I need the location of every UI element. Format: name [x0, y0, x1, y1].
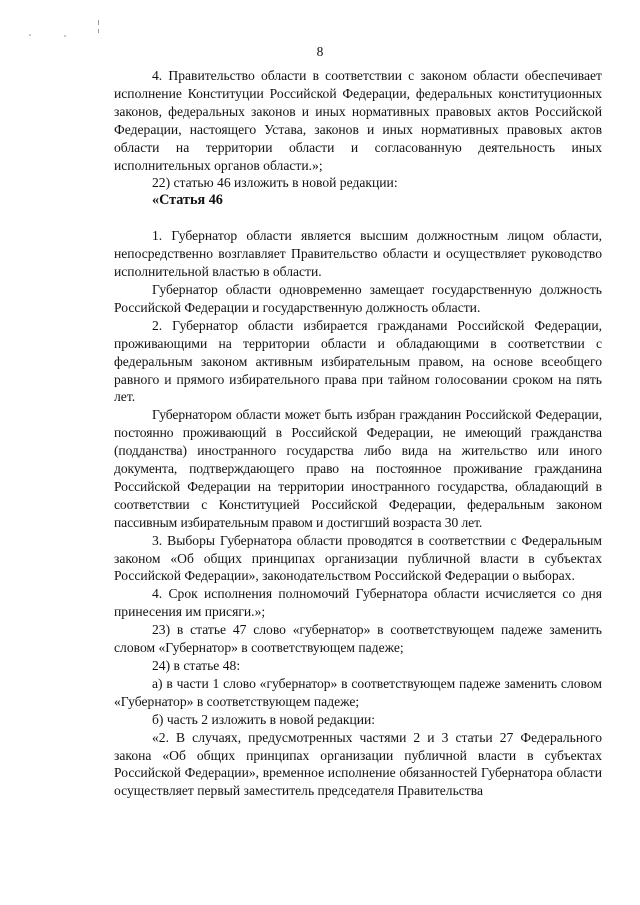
paragraph: Губернатор области одновременно замещает государственную должность Российской Федерации и государственную должность области.: [114, 281, 602, 315]
page-number: 8: [316, 44, 324, 59]
paragraph: 23) в статье 47 слово «губернатор» в соответствующем падеже заменить словом «Губернатор» в соответствующем падеже;: [114, 622, 602, 656]
paragraph: 3. Выборы Губернатора области проводятся в соответствии с Федеральным законом «Об общих принципах организации публичной власти в субъектах Российской Федерации», законодательством Российской Федерации о выборах.: [114, 532, 602, 584]
paragraph: 22) статью 46 изложить в новой редакции:: [152, 175, 398, 191]
paragraph: Губернатором области может быть избран гражданин Российской Федерации, постоянно проживающий в Российской Федерации, не имеющий гражданства (подданства) иностранного государства либо вида на жительство или иного документа, подтверждающего право на постоянное проживание гражданина Российской Федерации на территории иностранного государства, обладающий в соответствии с Конституцией Российской Федерации, федеральным законом пассивным избирательным правом и достигший возраста 30 лет.: [114, 407, 602, 530]
paragraph: б) часть 2 изложить в новой редакции:: [152, 711, 376, 727]
document-body: [114, 67, 602, 800]
scan-artifact: [98, 29, 99, 33]
article-heading: «Статья 46: [152, 192, 223, 209]
scan-artifact: [64, 35, 66, 37]
paragraph: 1. Губернатор области является высшим должностным лицом области, непосредственно возглавляет Правительство области и осуществляет руководство исполнительной властью в области.: [114, 228, 602, 280]
paragraph: «2. В случаях, предусмотренных частями 2 и 3 статьи 27 Федерального закона «Об общих принципах организации публичной власти в субъектах Российской Федерации», временное исполнение обязанностей Губернатора области осуществляет первый заместитель председателя Правительства: [114, 729, 602, 799]
paragraph: 2. Губернатор области избирается гражданами Российской Федерации, проживающими на территории области и обладающими в соответствии с федеральным законом активным избирательным правом, на основе всеобщего равного и прямого избирательного права при тайном голосовании сроком на пять лет.: [114, 317, 602, 405]
scan-artifact: [29, 34, 31, 36]
scan-artifact: [98, 20, 99, 25]
paragraph: 4. Срок исполнения полномочий Губернатора области исчисляется со дня принесения им присяги.»;: [114, 586, 602, 620]
paragraph: а) в части 1 слово «губернатор» в соответствующем падеже заменить словом «Губернатор» в соответствующем падеже;: [114, 675, 602, 709]
paragraph: 4. Правительство области в соответствии с законом области обеспечивает исполнение Конституции Российской Федерации, федеральных конституционных законов, федеральных законов и иных нормативных правовых актов Российской Федерации, настоящего Устава, законов и иных нормативных правовых актов области на территории области и согласованную деятельность иных исполнительных органов области.»;: [114, 68, 602, 173]
paragraph: 24) в статье 48:: [152, 658, 241, 673]
